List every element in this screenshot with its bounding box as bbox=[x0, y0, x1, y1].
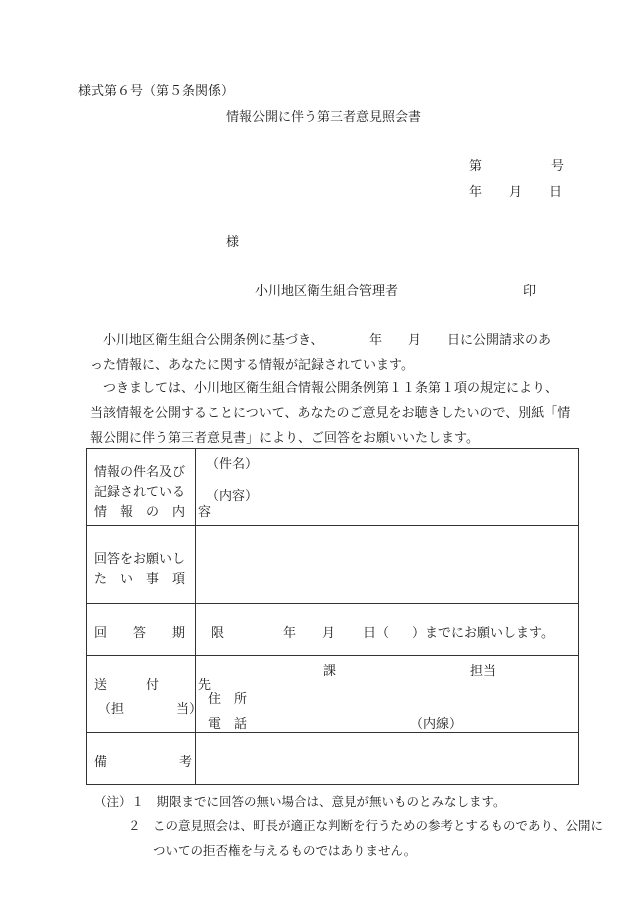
body-line-1: 小川地区衛生組合公開条例に基づき、 年 月 日に公開請求のあ bbox=[103, 333, 551, 348]
body-line-4: 当該情報を公開することについて、あなたのご意見をお聴きしたいので、別紙「情 bbox=[90, 406, 571, 421]
request-matter-label-cell bbox=[87, 526, 196, 604]
request-matter-label-line-1: 回答をお願いし bbox=[94, 552, 186, 567]
staff-label: 担当 bbox=[470, 664, 497, 679]
table-row-info-subject bbox=[87, 449, 579, 526]
addressee-honorific: 様 bbox=[226, 235, 240, 250]
info-subject-label-line-1: 情報の件名及び bbox=[94, 465, 186, 480]
phone-label: 電 話 bbox=[208, 717, 248, 732]
note-2-line-2: ついての拒否権を与えるものではありません。 bbox=[128, 843, 417, 858]
remarks-label-right: 考 bbox=[179, 755, 193, 770]
body-line-5: 報公開に伴う第三者意見書」により、ご回答をお願いいたします。 bbox=[90, 431, 479, 446]
deadline-value-cell[interactable] bbox=[196, 604, 579, 656]
info-subject-label-cell bbox=[87, 449, 212, 526]
extension-label: （内線） bbox=[410, 717, 463, 732]
note-2 bbox=[128, 813, 603, 863]
remarks-value-cell[interactable] bbox=[196, 733, 579, 785]
remarks-label-cell bbox=[87, 733, 196, 785]
send-to-value-cell[interactable] bbox=[196, 656, 579, 733]
request-matter-label-line-2: た い 事 項 bbox=[94, 572, 186, 587]
deadline-year-label: 年 bbox=[283, 626, 297, 641]
note-1: （注）１ 期限までに回答の無い場合は、意見が無いものとみなします。 bbox=[94, 794, 506, 809]
request-matter-value-cell[interactable] bbox=[196, 526, 579, 604]
send-to-label: 送 付 先 bbox=[94, 678, 212, 693]
table-row-send-to bbox=[87, 656, 579, 733]
deadline-suffix: ）までにお願いします。 bbox=[412, 626, 554, 641]
address-label: 住 所 bbox=[208, 692, 248, 707]
person-in-charge-label: （担 当） bbox=[98, 702, 203, 717]
date-day-label: 日 bbox=[549, 185, 563, 200]
info-subject-value-cell[interactable] bbox=[196, 449, 579, 526]
body-paragraph-2 bbox=[90, 376, 580, 451]
deadline-label-cell bbox=[87, 604, 225, 656]
inquiry-table bbox=[86, 448, 579, 785]
section-label: 課 bbox=[323, 664, 337, 679]
form-number: 様式第６号（第５条関係） bbox=[78, 84, 235, 99]
body-line-2: った情報に、あなたに関する情報が記録されています。 bbox=[90, 358, 414, 373]
date-month-label: 月 bbox=[509, 185, 523, 200]
document-title: 情報公開に伴う第三者意見照会書 bbox=[226, 110, 422, 125]
table-row-request-matter bbox=[87, 526, 579, 604]
info-subject-label-line-2: 記録されている bbox=[94, 485, 186, 500]
subject-name-label: （件名） bbox=[206, 457, 259, 472]
info-subject-label-line-3: 情 報 の 内 容 bbox=[94, 505, 212, 520]
table-row-deadline bbox=[87, 604, 579, 656]
document-number-suffix: 号 bbox=[551, 159, 565, 174]
document-number-prefix: 第 bbox=[469, 159, 483, 174]
issuer-name: 小川地区衛生組合管理者 bbox=[255, 284, 399, 299]
body-paragraph-1 bbox=[90, 328, 580, 378]
remarks-label-left: 備 bbox=[94, 755, 108, 770]
deadline-day-label: 日（ bbox=[363, 626, 390, 641]
seal-mark: 印 bbox=[523, 284, 537, 299]
table-row-remarks bbox=[87, 733, 579, 785]
body-line-3: つきましては、小川地区衛生組合情報公開条例第１１条第１項の規定により、 bbox=[103, 381, 559, 396]
deadline-month-label: 月 bbox=[322, 626, 336, 641]
send-to-label-cell bbox=[87, 656, 212, 733]
subject-content-label: （内容） bbox=[206, 489, 259, 504]
note-2-line-1: ２ この意見照会は、町長が適正な判断を行うための参考とするものであり、公開に bbox=[128, 818, 604, 833]
deadline-label: 回 答 期 限 bbox=[94, 626, 225, 641]
date-year-label: 年 bbox=[469, 185, 483, 200]
